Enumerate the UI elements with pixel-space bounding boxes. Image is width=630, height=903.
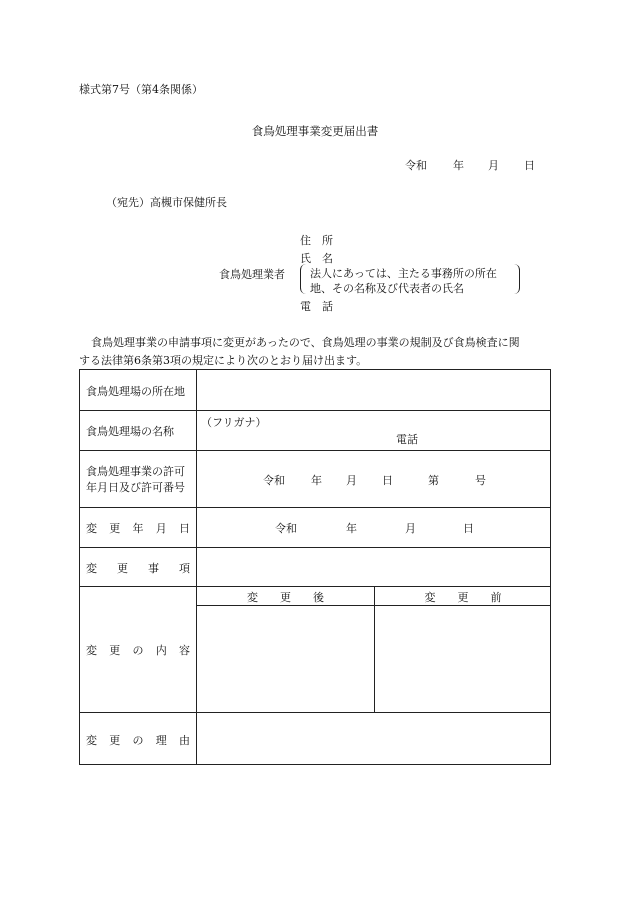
facility-name-field[interactable] (197, 411, 551, 449)
change-date-char: 更 (109, 522, 121, 535)
change-date-month-label: 月 (405, 522, 416, 535)
change-date-label (86, 520, 190, 536)
before-change-header: 変 更 前 (424, 591, 502, 604)
form-table (79, 369, 551, 765)
after-change-field[interactable] (197, 606, 374, 711)
before-change-field[interactable] (375, 606, 551, 711)
facility-phone-label: 電話 (396, 433, 418, 446)
applicant-label: 食鳥処理業者 (219, 268, 285, 281)
change-date-char: 月 (155, 522, 167, 535)
date-month-label: 月 (488, 159, 499, 172)
change-content-char: 内 (155, 644, 167, 657)
change-date-char: 年 (132, 522, 144, 535)
change-item-char: 事 (148, 562, 159, 575)
change-date-era: 令和 (275, 522, 297, 535)
body-line-1: 食鳥処理事業の申請事項に変更があったので、食鳥処理の事業の規制及び食鳥検査に関 (91, 336, 520, 349)
phone-label: 電 話 (300, 300, 333, 313)
furigana-label: （フリガナ） (201, 416, 267, 429)
change-reason-char: 理 (155, 734, 167, 747)
permit-number-prefix: 第 (428, 474, 439, 487)
change-content-char: 更 (109, 644, 121, 657)
note-line-1: 法人にあっては、主たる事務所の所在 (310, 267, 497, 280)
change-reason-char: 変 (86, 734, 97, 747)
location-label: 食鳥処理場の所在地 (86, 385, 185, 398)
change-reason-char: 更 (109, 734, 121, 747)
change-item-field[interactable] (197, 548, 551, 585)
change-item-label (86, 560, 190, 576)
change-content-char: 変 (86, 644, 97, 657)
change-item-char: 項 (179, 562, 190, 575)
change-content-label (86, 642, 190, 658)
note-line-2: 地、その名称及び代表者の氏名 (310, 282, 464, 295)
change-reason-label (86, 732, 190, 748)
permit-day-label: 日 (382, 474, 393, 487)
change-item-char: 変 (86, 562, 97, 575)
change-date-day-label: 日 (463, 522, 474, 535)
name-label: 氏 名 (300, 252, 333, 265)
body-line-2: する法律第6条第3項の規定により次のとおり届け出ます。 (79, 354, 368, 367)
change-date-char: 日 (179, 522, 190, 535)
permit-number-suffix: 号 (475, 474, 486, 487)
change-reason-field[interactable] (197, 713, 551, 764)
date-day-label: 日 (524, 159, 535, 172)
permit-label-line-1: 食鳥処理事業の許可 (86, 465, 185, 478)
body-paragraph (79, 334, 551, 370)
date-era: 令和 (405, 159, 427, 172)
change-reason-char: の (132, 734, 144, 747)
change-reason-char: 由 (179, 734, 190, 747)
change-date-year-label: 年 (346, 522, 357, 535)
location-field[interactable] (197, 371, 551, 409)
change-item-char: 更 (117, 562, 128, 575)
document-title: 食鳥処理事業変更届出書 (251, 124, 379, 138)
change-content-char: の (132, 644, 144, 657)
address-label: 住 所 (300, 234, 333, 247)
change-date-char: 変 (86, 522, 97, 535)
permit-label-line-2: 年月日及び許可番号 (86, 481, 185, 494)
permit-month-label: 月 (346, 474, 357, 487)
date-year-label: 年 (453, 159, 464, 172)
change-content-char: 容 (179, 644, 190, 657)
after-change-header: 変 更 後 (247, 591, 324, 604)
permit-era: 令和 (263, 474, 285, 487)
facility-name-label: 食鳥処理場の名称 (86, 425, 174, 438)
addressee: （宛先）高槻市保健所長 (106, 196, 227, 209)
permit-year-label: 年 (311, 474, 322, 487)
form-number: 様式第7号（第4条関係） (79, 83, 203, 96)
